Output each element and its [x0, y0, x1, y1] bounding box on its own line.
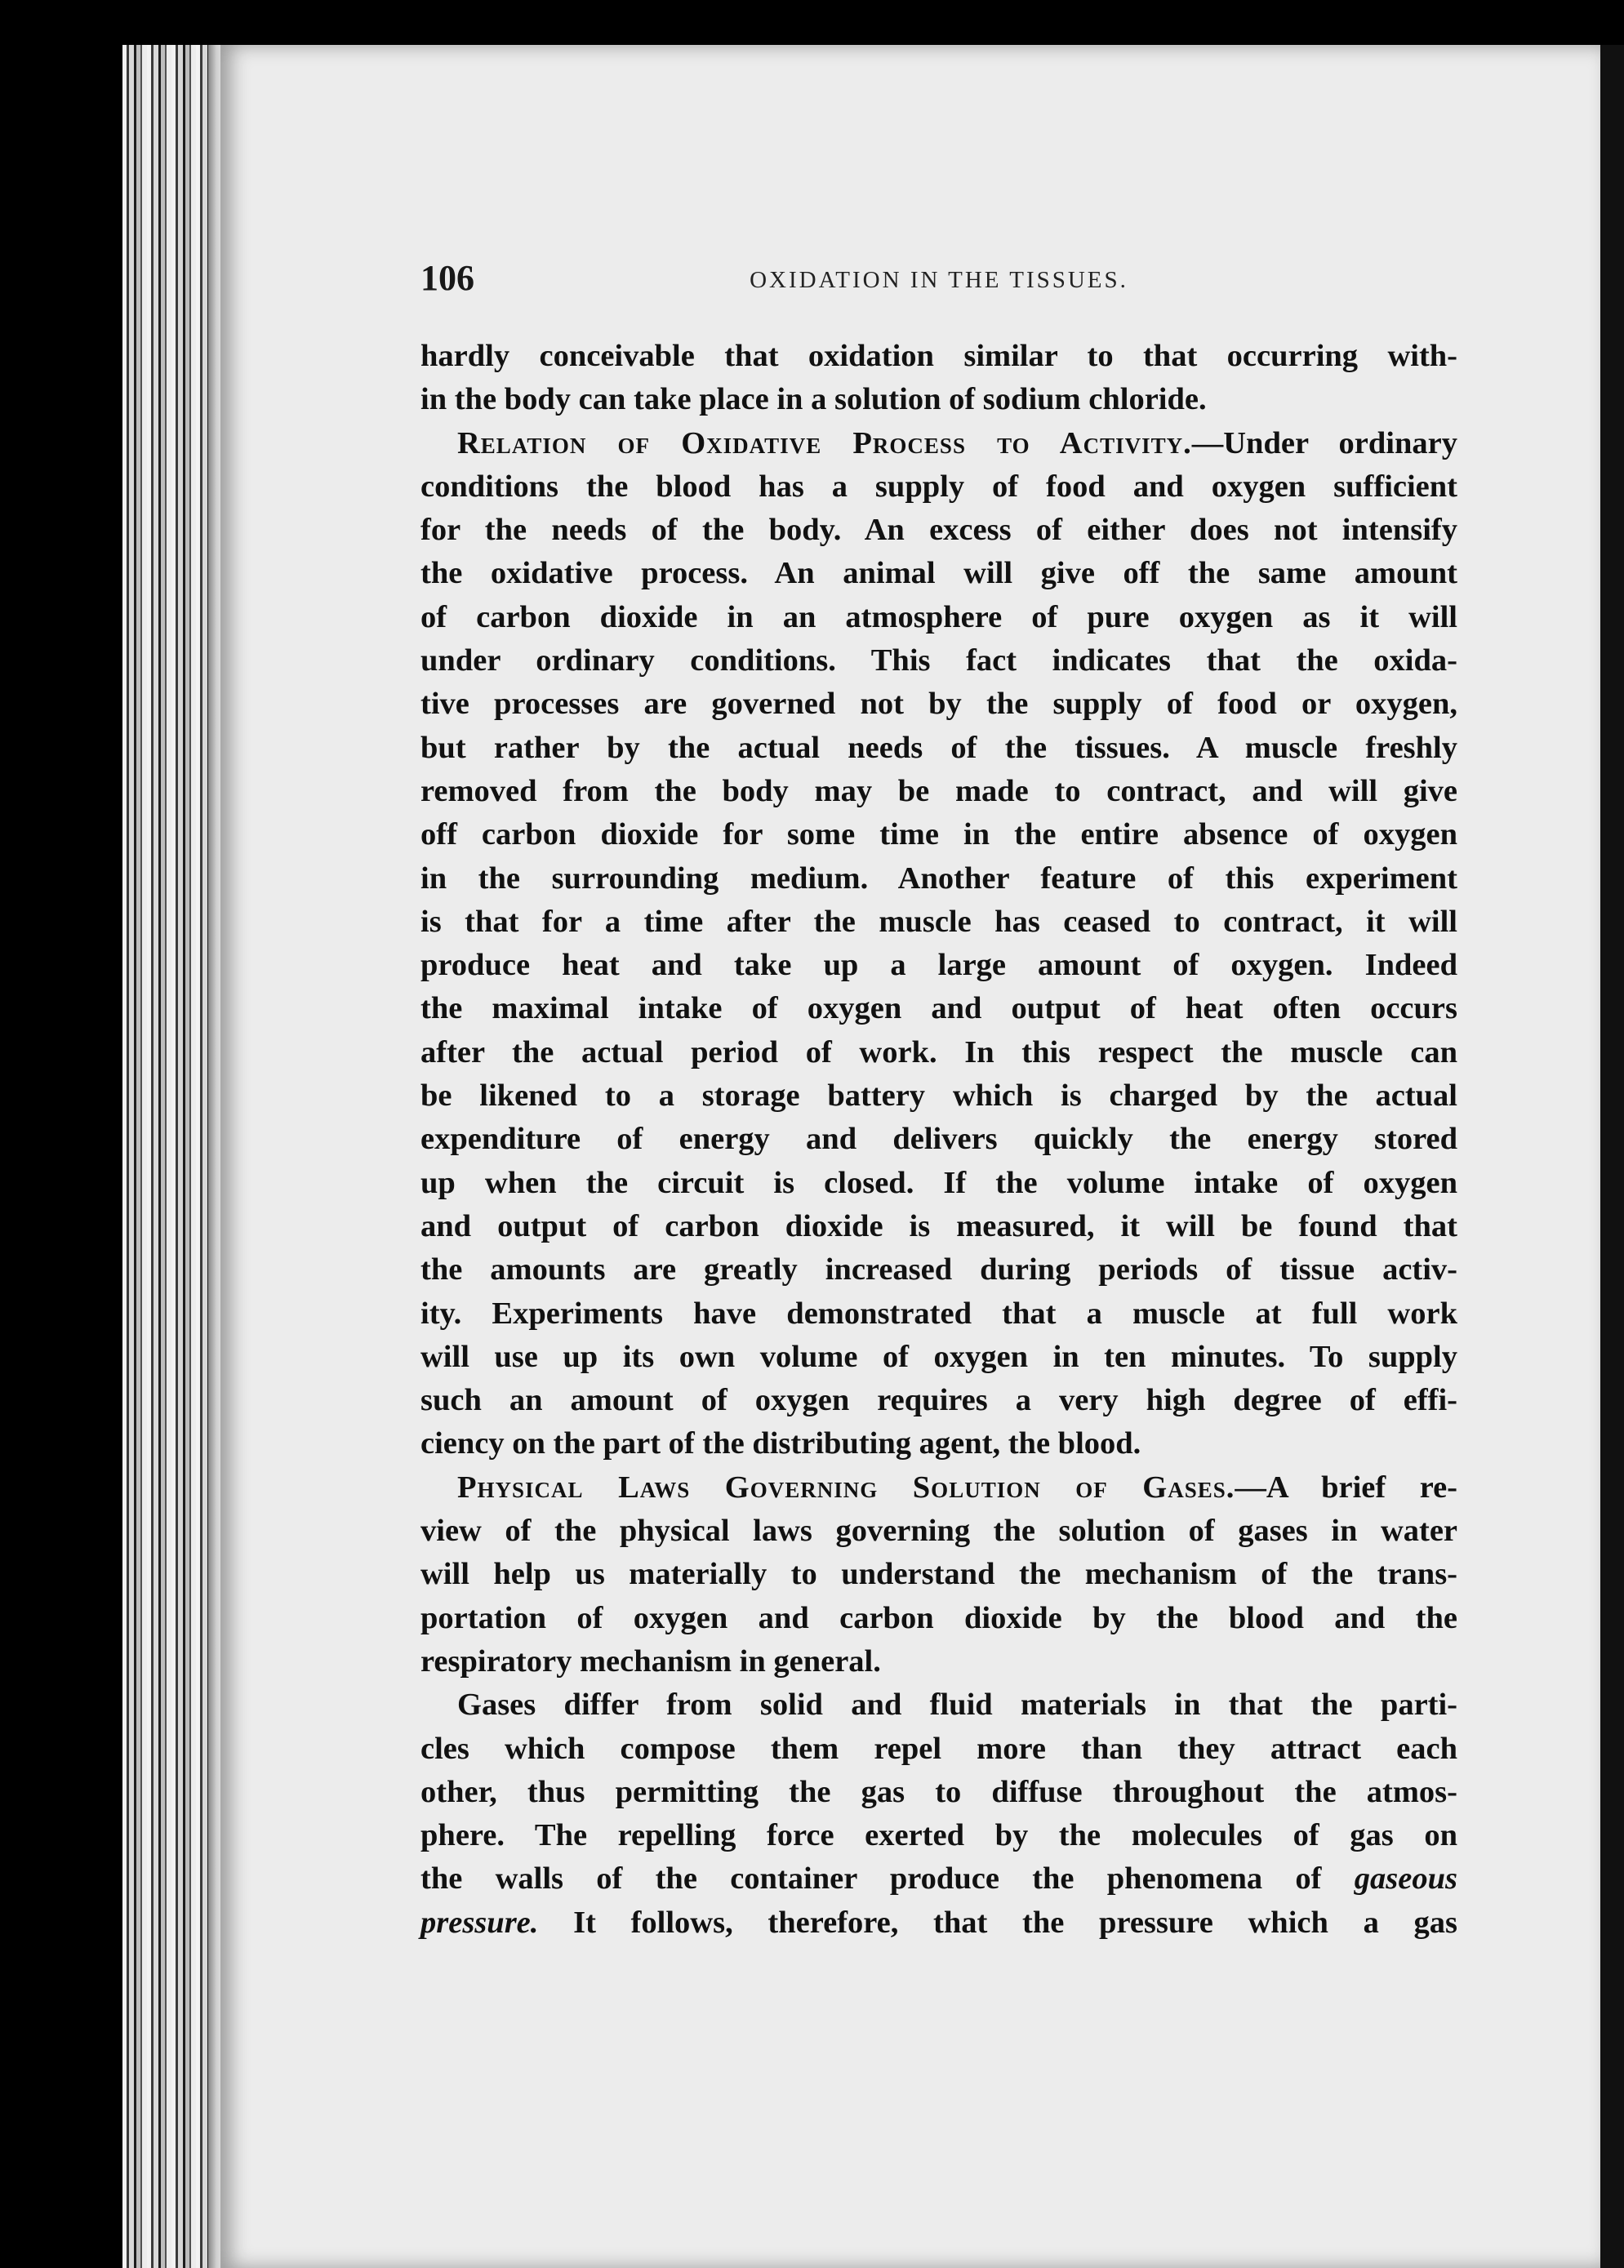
body-text	[420, 335, 1457, 1945]
text-line	[420, 1292, 1457, 1336]
running-head: OXIDATION IN THE TISSUES.	[750, 267, 1128, 293]
line-text: and output of carbon dioxide is measured, it will be found that	[420, 1208, 1457, 1243]
text-line	[420, 422, 1457, 465]
text-line	[420, 813, 1457, 856]
line-text: ciency on the part of the distributing agent, the blood.	[420, 1426, 1141, 1461]
text-line	[420, 1510, 1457, 1553]
text-line	[420, 1205, 1457, 1248]
line-text: portation of oxygen and carbon dioxide by the blood and the	[420, 1600, 1457, 1635]
text-line	[420, 1814, 1457, 1857]
text-line	[420, 1640, 1457, 1683]
text-line	[420, 770, 1457, 813]
text-line	[420, 901, 1457, 944]
line-text: the oxidative process. An animal will give off the same amount	[420, 556, 1457, 591]
text-line	[420, 465, 1457, 509]
text-line	[420, 1553, 1457, 1596]
page-right-edge	[1600, 45, 1624, 2268]
text-line	[420, 1901, 1457, 1945]
text-line	[420, 727, 1457, 770]
line-text: in the body can take place in a solution of sodium chloride.	[420, 382, 1207, 417]
text-line	[420, 1422, 1457, 1465]
line-text: hardly conceivable that oxidation similar to that occurring with-	[420, 339, 1457, 373]
line-text: other, thus permitting the gas to diffuse throughout the atmos-	[420, 1774, 1457, 1809]
text-line	[420, 1118, 1457, 1161]
section-heading: Physical Laws Governing Solution of Gases.	[457, 1470, 1235, 1505]
section-heading: Relation of Oxidative Process to Activity.	[457, 425, 1192, 460]
text-line	[420, 683, 1457, 726]
text-line	[420, 1771, 1457, 1814]
line-text: will use up its own volume of oxygen in ten minutes. To supply	[420, 1339, 1457, 1374]
line-text: up when the circuit is closed. If the volume intake of oxygen	[420, 1165, 1457, 1200]
line-text: produce heat and take up a large amount of oxygen. Indeed	[420, 948, 1457, 983]
line-text: It follows, therefore, that the pressure which a gas	[538, 1905, 1457, 1940]
line-text: tive processes are governed not by the supply of food or oxygen,	[420, 687, 1457, 722]
text-line	[420, 335, 1457, 378]
italic-term: pressure.	[420, 1905, 539, 1940]
line-text: is that for a time after the muscle has ceased to contract, it will	[420, 904, 1457, 939]
text-line	[420, 1162, 1457, 1205]
line-text: for the needs of the body. An excess of either does not intensify	[420, 513, 1457, 548]
line-text: phere. The repelling force exerted by the molecules of gas on	[420, 1818, 1457, 1853]
line-text: cles which compose them repel more than they attract each	[420, 1731, 1457, 1766]
line-text: the walls of the container produce the phenomena of	[420, 1861, 1322, 1897]
line-text: ity. Experiments have demonstrated that a muscle at full work	[420, 1296, 1457, 1331]
text-line	[420, 1728, 1457, 1771]
text-line	[420, 1248, 1457, 1292]
line-text: off carbon dioxide for some time in the entire absence of oxygen	[420, 817, 1457, 852]
line-text: such an amount of oxygen requires a very high degree of effi-	[420, 1383, 1457, 1418]
text-line	[420, 1074, 1457, 1118]
text-line	[420, 1466, 1457, 1510]
text-line	[420, 1379, 1457, 1422]
text-line	[420, 378, 1457, 421]
line-text: will help us materially to understand the mechanism of the trans-	[420, 1557, 1457, 1592]
page-header	[420, 257, 1457, 306]
text-line	[420, 1336, 1457, 1379]
text-line	[420, 509, 1457, 552]
line-text: removed from the body may be made to contract, and will give	[420, 773, 1457, 808]
text-line	[420, 1597, 1457, 1640]
line-text: be likened to a storage battery which is charged by the actual	[420, 1078, 1457, 1114]
text-line	[420, 987, 1457, 1030]
text-line	[420, 1031, 1457, 1074]
line-text: expenditure of energy and delivers quickly the energy stored	[420, 1122, 1457, 1157]
line-text: Gases differ from solid and fluid materials in that the parti-	[457, 1688, 1457, 1723]
text-line	[420, 552, 1457, 595]
line-text: but rather by the actual needs of the tissues. A muscle freshly	[420, 730, 1457, 765]
line-text: after the actual period of work. In this respect the muscle can	[420, 1034, 1457, 1070]
page-number: 106	[420, 258, 474, 298]
line-text: conditions the blood has a supply of food and oxygen sufficient	[420, 469, 1457, 504]
line-text: —Under ordinary	[1191, 425, 1457, 460]
italic-term: gaseous	[1354, 1861, 1457, 1897]
line-text: in the surrounding medium. Another feature of this experiment	[420, 861, 1457, 896]
text-line	[420, 596, 1457, 639]
text-line	[420, 1857, 1457, 1901]
text-line	[420, 857, 1457, 901]
text-line	[420, 944, 1457, 987]
text-line	[420, 1683, 1457, 1727]
line-text: under ordinary conditions. This fact indicates that the oxida-	[420, 643, 1457, 678]
line-text: the amounts are greatly increased during periods of tissue activ-	[420, 1252, 1457, 1287]
line-text: view of the physical laws governing the solution of gases in water	[420, 1514, 1457, 1549]
text-line	[420, 639, 1457, 683]
line-text: of carbon dioxide in an atmosphere of pure oxygen as it will	[420, 599, 1457, 634]
line-text: respiratory mechanism in general.	[420, 1643, 881, 1679]
line-text: —A brief re-	[1235, 1470, 1458, 1505]
line-text: the maximal intake of oxygen and output of heat often occurs	[420, 991, 1457, 1026]
